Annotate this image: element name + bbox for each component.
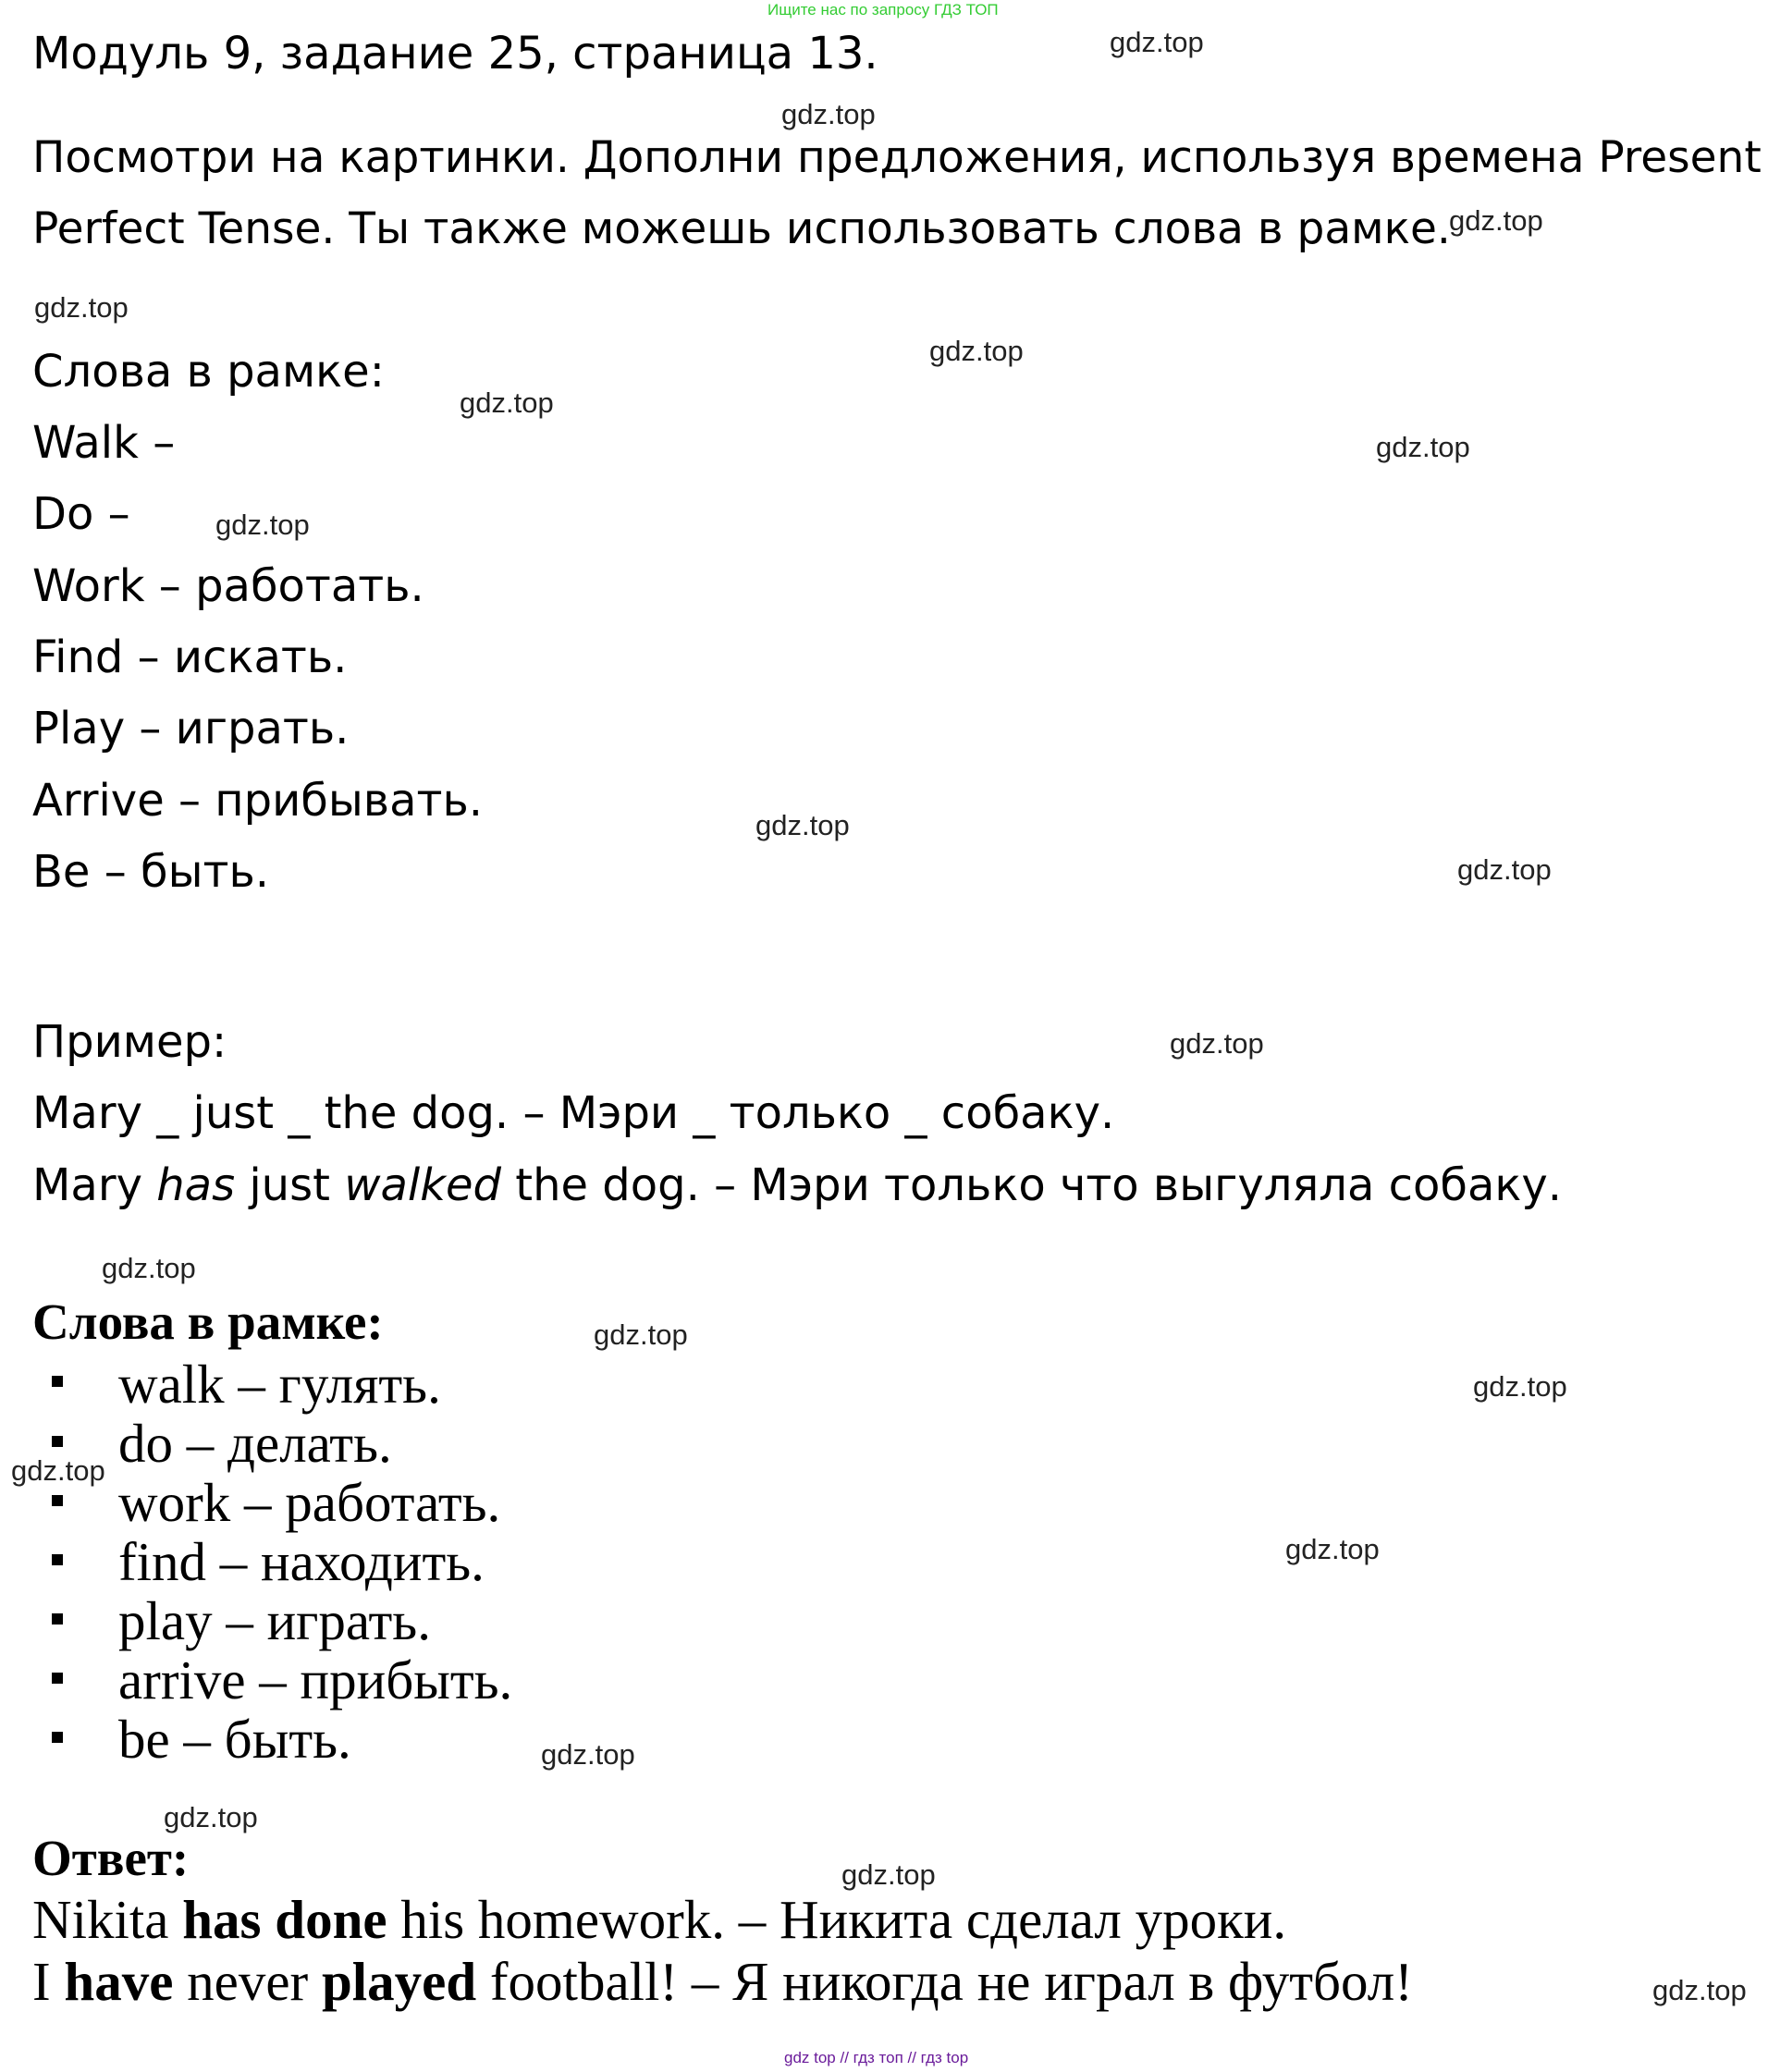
answer-line-1: Nikita has done his homework. – Никита сделал уроки. [32,1889,1287,1950]
answer-verb-have: have [64,1951,174,2012]
example-heading: Пример: [32,1016,227,1068]
answer-box-word: work – работать. [118,1472,501,1533]
answer-verb-played: played [321,1951,477,2012]
watermark: gdz.top [11,1454,105,1487]
answer-heading: Ответ: [32,1830,190,1886]
watermark: gdz.top [34,291,129,324]
box-word: Find – искать. [32,631,348,683]
watermark: gdz.top [215,509,310,541]
answer-box-word: do – делать. [118,1413,392,1474]
box-word: Be – быть. [32,846,269,898]
answer-box-word: play – играть. [118,1590,431,1651]
watermark: gdz.top [929,335,1024,367]
bottom-banner[interactable]: gdz top // гдз топ // гдз top [784,2049,969,2066]
box-word: Work – работать. [32,560,424,612]
watermark: gdz.top [460,386,554,419]
box-heading: Слова в рамке: [32,346,385,398]
answer-box-heading: Слова в рамке: [32,1293,384,1350]
bullet [52,1495,63,1506]
watermark: gdz.top [594,1318,688,1351]
answer-box-word: arrive – прибыть. [118,1649,513,1710]
box-word: Walk – [32,417,176,469]
watermark: gdz.top [1285,1533,1380,1565]
answer-box-word: be – быть. [118,1709,351,1770]
bullet [52,1436,63,1447]
example-line-1: Mary _ just _ the dog. – Мэри _ только _ собаку. [32,1087,1115,1139]
watermark: gdz.top [841,1858,936,1891]
watermark: gdz.top [1652,1974,1747,2006]
answer-box-word: walk – гулять. [118,1354,441,1415]
bullet [52,1376,63,1387]
page-title: Модуль 9, задание 25, страница 13. [32,28,878,80]
answer-line-2: I have never played football! – Я никогда не играл в футбол! [32,1951,1413,2012]
watermark: gdz.top [755,809,850,841]
instruction-line-2: Perfect Tense. Ты также можешь использовать слова в рамке. [32,203,1451,254]
example-verb-has: has [156,1159,236,1211]
box-word: Play – играть. [32,703,350,754]
watermark: gdz.top [541,1738,635,1771]
watermark: gdz.top [1170,1027,1264,1060]
watermark: gdz.top [164,1801,258,1833]
bullet [52,1673,63,1684]
watermark: gdz.top [102,1252,196,1284]
bullet [52,1732,63,1743]
watermark: gdz.top [1376,431,1470,463]
box-word: Arrive – прибывать. [32,775,484,827]
bullet [52,1554,63,1565]
example-line-2: Mary has just walked the dog. – Мэри только что выгуляла собаку. [32,1159,1563,1211]
watermark: gdz.top [1110,26,1204,58]
watermark: gdz.top [781,98,876,130]
bullet [52,1613,63,1624]
instruction-line-1: Посмотри на картинки. Дополни предложения, используя времена Present [32,132,1762,183]
box-word: Do – [32,488,130,540]
watermark: gdz.top [1473,1370,1567,1403]
top-banner[interactable]: Ищите нас по запросу ГДЗ ТОП [767,1,999,18]
example-verb-walked: walked [344,1159,501,1211]
answer-box-word: find – находить. [118,1531,485,1592]
watermark: gdz.top [1449,204,1543,237]
watermark: gdz.top [1457,853,1552,886]
answer-verb-has-done: has done [182,1889,387,1950]
